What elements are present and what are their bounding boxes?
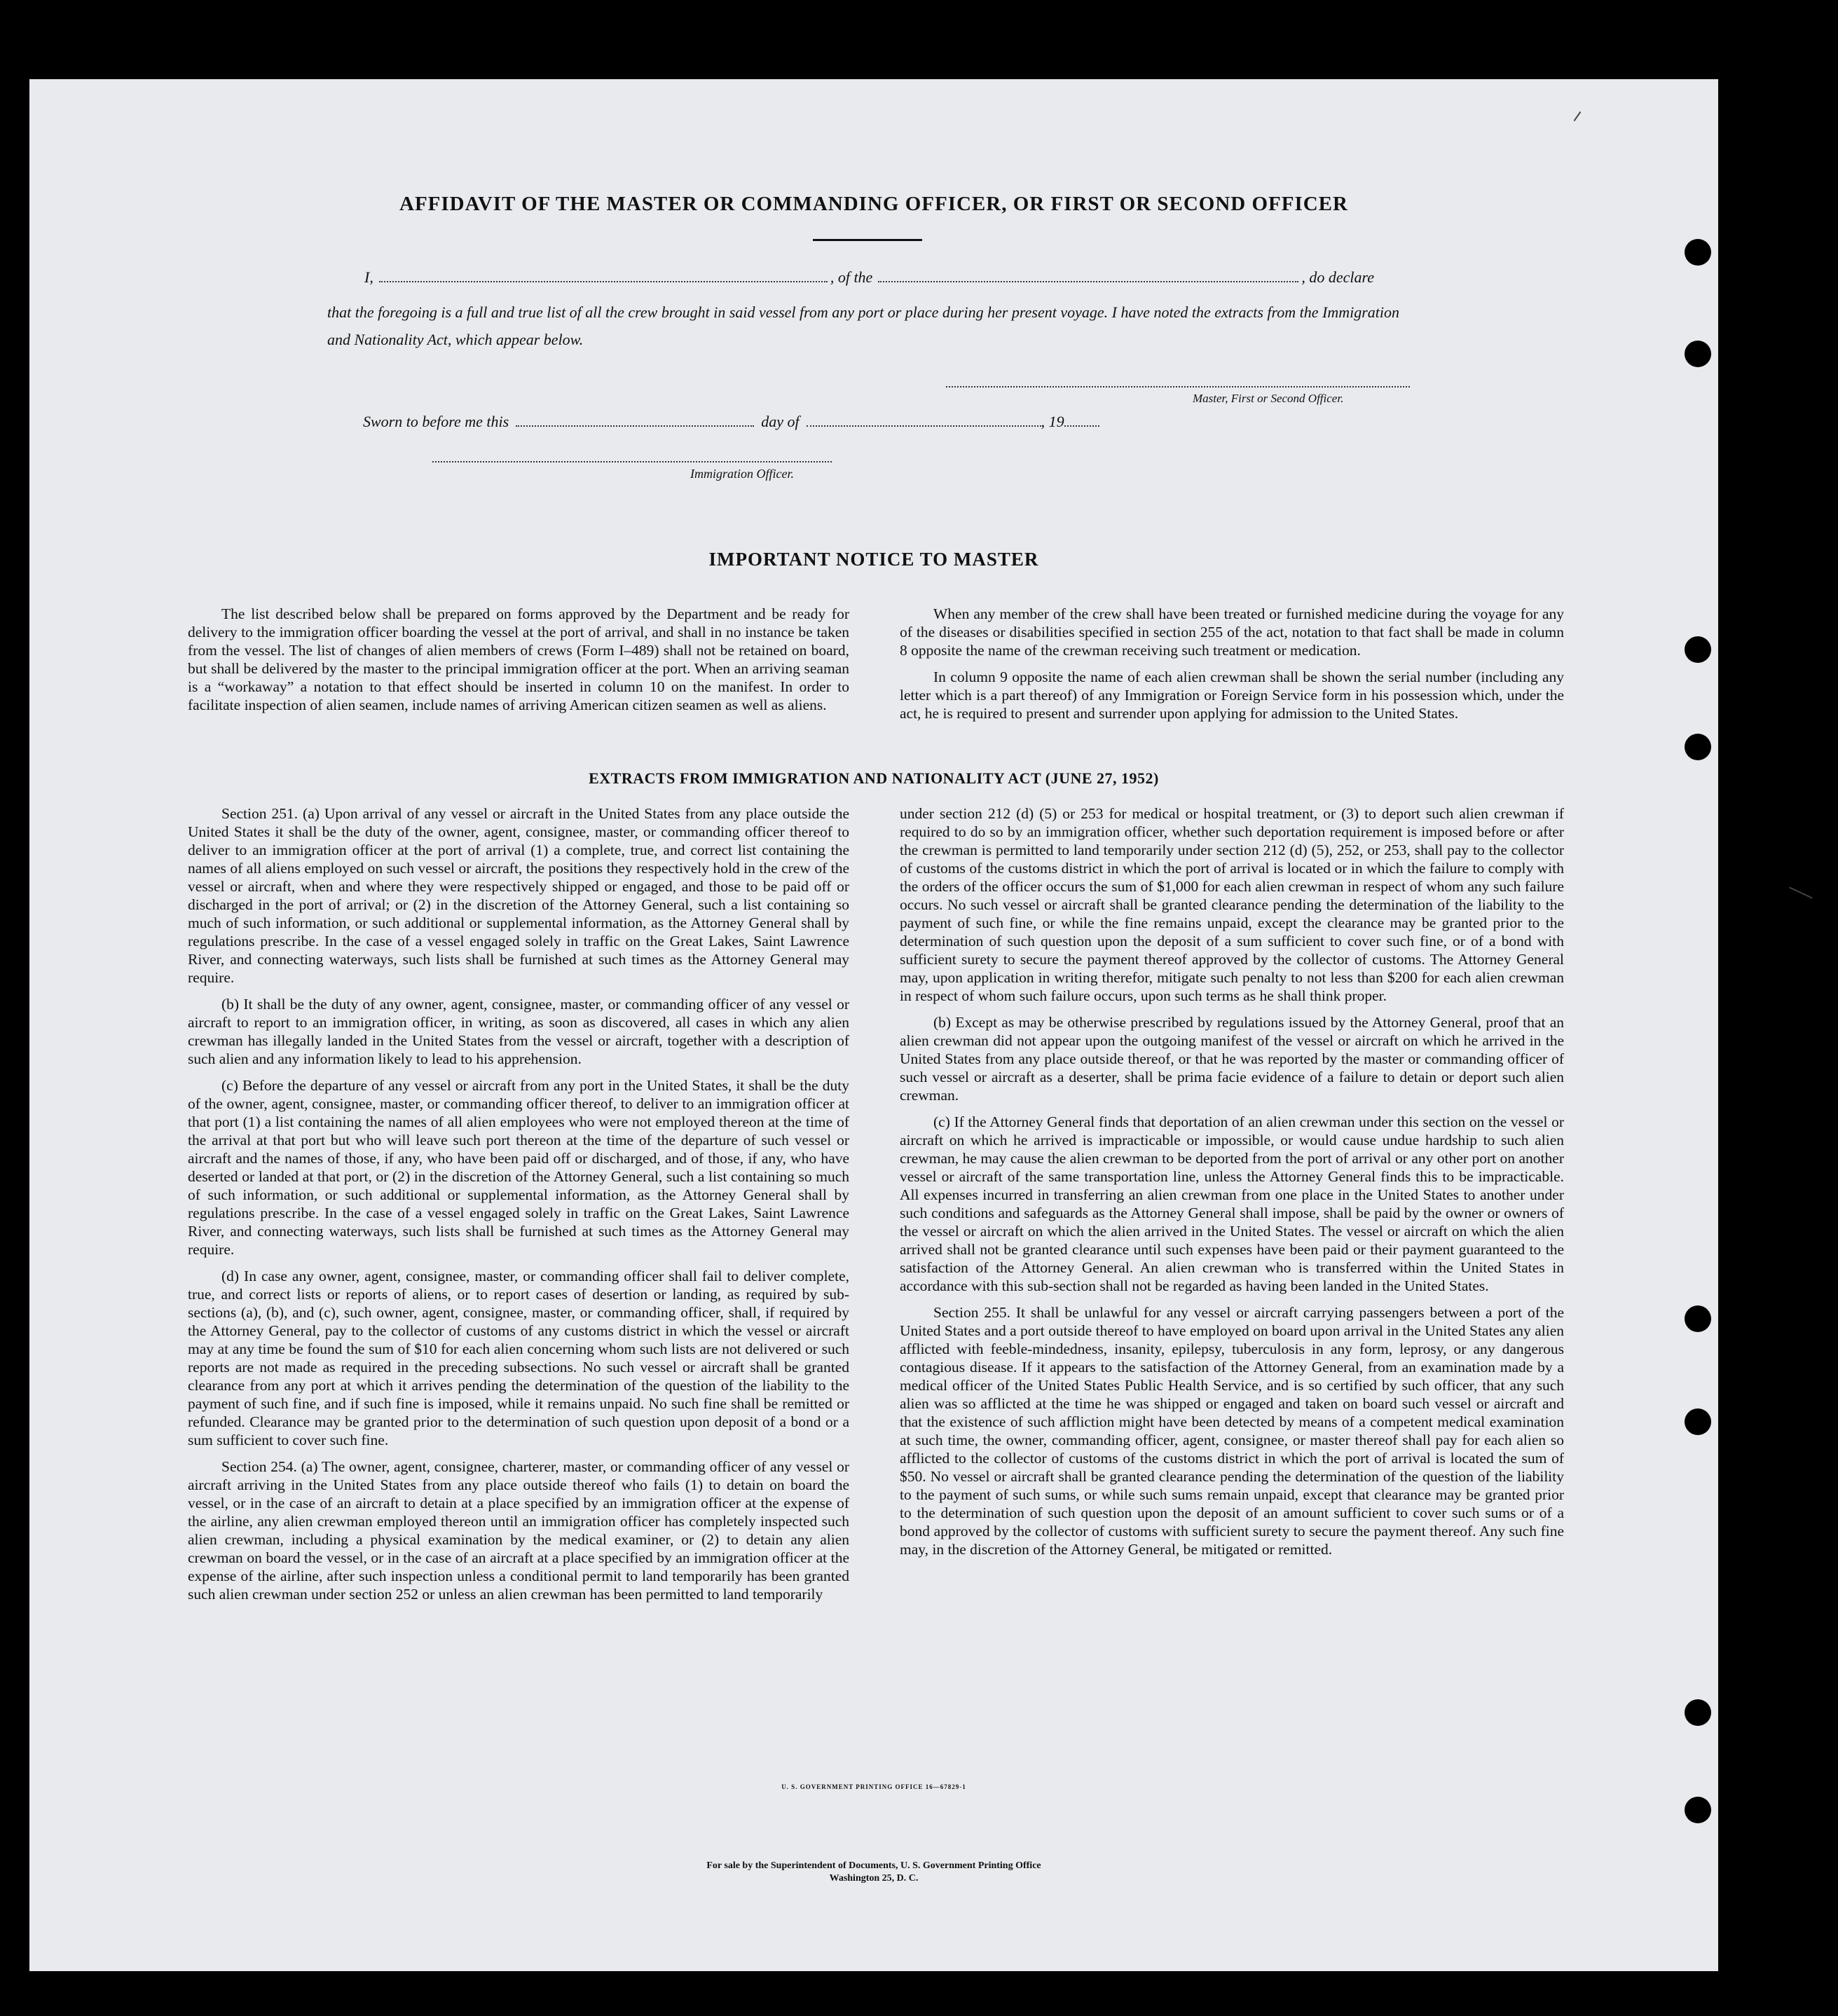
extract-paragraph: Section 254. (a) The owner, agent, consignee, charterer, master, or commanding officer of any vessel or aircraft arriving in the United States from any place outside thereof who fails (1) to detain on board the vessel, or in the case of an aircraft to detain at a place specified by an immigration officer at the expense of the airline, any alien crewman employed thereon until an immigration officer has completely inspected such alien crewman, including a physical examination by the medical examiner, or (2) to detain any alien crewman on board the vessel, or in the case of an aircraft at a place specified by an immigration officer at the expense of the airline, after such inspection unless a conditional permit to land temporarily has been granted such alien crewman under section 252 or unless an alien crewman has been permitted to land temporarily [188, 1458, 849, 1603]
extract-paragraph: (c) If the Attorney General finds that deportation of an alien crewman under this section on the vessel or aircraft on which he arrived is impracticable or impossible, or would cause undue hardship to such alien crewman, he may cause the alien crewman to be deported from the port of arrival or any other port on another vessel or aircraft of the same transportation line, unless the Attorney General finds this to be impracticable. All expenses incurred in transferring an alien crewman from one place in the United States to another under such conditions and safeguards as the Attorney General shall impose, shall be paid by the owner or owners of the vessel or aircraft on which the alien arrived in the United States. The vessel or aircraft on which the alien arrived shall not be granted clearance until such expenses have been paid or their payment guaranteed to the satisfaction of the Attorney General. An alien crewman who is transferred within the United States in accordance with this sub-section shall not be regarded as having been landed in the United States. [900, 1113, 1564, 1294]
extract-paragraph: under section 212 (d) (5) or 253 for medical or hospital treatment, or (3) to deport such alien crewman if required to do so by an immigration officer, whether such deportation requirement is imposed before or after the crewman is permitted to land temporarily under section 212 (d) (5), 252, or 253, shall pay to the collector of customs of the customs district in which the port of arrival is located or in which the failure to comply with the orders of the officer occurs the sum of $1,000 for each alien crewman in respect of whom any such failure occurs. No such vessel or aircraft shall be granted clearance pending the determination of the liability to the payment of such fine, or while the fine remains unpaid, except the clearance may be granted prior to the determination of such question upon the deposit of a sum sufficient to cover such fine, or of a bond with sufficient surety to secure the payment thereof approved by the collector of customs. The Attorney General may, upon application in writing therefor, mitigate such penalty to not less than $200 for each alien crewman in respect of whom such failure occurs, upon such terms as he shall think proper. [900, 805, 1564, 1004]
immigration-officer-field[interactable] [432, 461, 832, 462]
declaration-i: I, [364, 268, 373, 286]
notice-left-column [188, 605, 849, 722]
notice-paragraph: When any member of the crew shall have been treated or furnished medicine during the voyage for any of the diseases or disabilities specified in section 255 of the act, notation to that fact shall be made in column 8 opposite the name of the crewman receiving such treatment or medication. [900, 605, 1564, 659]
declaration-do-declare: , do declare [1301, 268, 1374, 286]
sale-footer [29, 1860, 1718, 1885]
notice-paragraph: The list described below shall be prepared on forms approved by the Department and be ready for delivery to the immigration officer boarding the vessel at the port of arrival, and shall in no instance be taken from the vessel. The list of changes of alien members of crews (Form I–489) shall not be retained on board, but shall be delivered by the master to the principal immigration officer at the port. When an arriving seaman is a “workaway” a notation to that effect should be inserted in column 10 on the manifest. In order to facilitate inspection of alien seamen, include names of arriving American citizen seamen as well as aliens. [188, 605, 849, 713]
extracts-right-column [900, 804, 1564, 1567]
declaration-text: that the foregoing is a full and true list of all the crew brought in said vessel from any port or place during her present voyage. I have noted the extracts from the Immigration and Nationality Act, which appear below. [327, 303, 1400, 348]
signature-caption: Master, First or Second Officer. [1193, 392, 1344, 405]
sworn-line [363, 413, 1204, 431]
binder-hole [1685, 734, 1711, 760]
sworn-day-field[interactable] [516, 413, 754, 427]
scan-mark [1789, 886, 1812, 898]
vessel-field[interactable] [878, 268, 1298, 282]
extract-paragraph: Section 255. It shall be unlawful for any vessel or aircraft carrying passengers between a port of the United States and a port outside thereof to have employed on board upon arrival in the United States any alien afflicted with feeble-mindedness, insanity, epilepsy, tuberculosis in any form, leprosy, or any dangerous contagious disease. If it appears to the satisfaction of the Attorney General, from an examination made by a medical officer of the United States Public Health Service, and is so certified by such officer, that any such alien was so afflicted at the time he was shipped or engaged and taken on board such vessel or aircraft and that the existence of such affliction might have been detected by means of a competent medical examination at such time, the owner, commanding officer, agent, consignee, or master thereof shall pay for each alien so afflicted to the collector of customs of the customs district in which the port of arrival is located the sum of $50. No vessel or aircraft shall be granted clearance pending the determination of the question of the liability to the payment of such sums, or while such sums remain unpaid, except that clearance may be granted prior to the determination of such question upon the deposit of an amount sufficient to cover such sums or of a bond approved by the collector of customs with sufficient surety to secure the payment thereof. Any such fine may, in the discretion of the Attorney General, be mitigated or remitted. [900, 1304, 1564, 1558]
binder-hole [1685, 1408, 1711, 1435]
title-divider [813, 239, 922, 241]
binder-hole [1685, 239, 1711, 266]
binder-hole [1685, 341, 1711, 367]
affidavit-title: AFFIDAVIT OF THE MASTER OR COMMANDING OFFICER, OR FIRST OR SECOND OFFICER [399, 193, 1348, 215]
declaration-line [364, 268, 1415, 287]
notice-title: IMPORTANT NOTICE TO MASTER [708, 549, 1039, 570]
extract-paragraph: (c) Before the departure of any vessel or aircraft from any port in the United States, it shall be the duty of the owner, agent, consignee, master, or commanding officer thereof, to deliver to an immigration officer at that port (1) a list containing the names of all alien employees who were not employed thereon at the time of the arrival at that port but who will leave such port thereon at the time of the departure of such vessel or aircraft and the names of those, if any, who have been paid off or discharged, and of those, if any, who have deserted or landed at that port, or (2) in the discretion of the Attorney General, such a list containing so much of such information, or such additional or supplemental information, as the Attorney General shall by regulations prescribe. In the case of a vessel engaged solely in traffic on the Great Lakes, Saint Lawrence River, and connecting waterways, such lists shall be furnished at such times as the Attorney General may require. [188, 1077, 849, 1258]
scan-mark [1574, 111, 1582, 121]
binder-hole [1685, 636, 1711, 663]
signature-field[interactable] [946, 386, 1410, 388]
binder-hole [1685, 1699, 1711, 1726]
footer-line-2: Washington 25, D. C. [829, 1873, 919, 1884]
notice-paragraph: In column 9 opposite the name of each alien crewman shall be shown the serial number (including any letter which is a part thereof) of any Immigration or Foreign Service form in his possession which, under the act, he is required to present and surrender upon applying for admission to the United States. [900, 668, 1564, 722]
notice-right-column [900, 605, 1564, 731]
immigration-officer-caption: Immigration Officer. [690, 467, 794, 481]
binder-hole [1685, 1305, 1711, 1332]
sworn-year-field[interactable] [1064, 413, 1099, 427]
sworn-label: Sworn to before me this [363, 413, 509, 430]
extract-paragraph: (b) Except as may be otherwise prescribed by regulations issued by the Attorney General, proof that an alien crewman did not appear upon the outgoing manifest of the vessel or aircraft on which he arrived in the United States from any place outside thereof, or that he was reported by the master or commanding officer of such vessel or aircraft as a deserter, shall be prima facie evidence of a failure to detain or deport such alien crewman. [900, 1014, 1564, 1104]
extract-paragraph: Section 251. (a) Upon arrival of any vessel or aircraft in the United States from any place outside the United States it shall be the duty of the owner, agent, consignee, master, or commanding officer thereof to deliver to an immigration officer at the port of arrival (1) a complete, true, and correct list containing the names of all aliens employed on such vessel or aircraft, the positions they respectively hold in the crew of the vessel or aircraft, when and where they were respectively shipped or engaged, and those to be paid off or discharged in the port of arrival; or (2) in the discretion of the Attorney General, such a list containing so much of such information, or such additional or supplemental information, as the Attorney General shall by regulations prescribe. In the case of a vessel engaged solely in traffic on the Great Lakes, Saint Lawrence River, and connecting waterways, such lists shall be furnished at such times as the Attorney General may require. [188, 805, 849, 986]
sworn-month-field[interactable] [807, 413, 1041, 427]
name-field[interactable] [379, 268, 828, 282]
binder-hole [1685, 1797, 1711, 1823]
year-label: , 19 [1041, 413, 1064, 430]
extract-paragraph: (b) It shall be the duty of any owner, agent, consignee, master, or commanding officer of any vessel or aircraft to report to an immigration officer, in writing, as soon as discovered, all cases in which any alien crewman has illegally landed in the United States from the vessel or aircraft, together with a description of such alien and any information likely to lead to his apprehension. [188, 996, 849, 1067]
footer-line-1: For sale by the Superintendent of Documents, U. S. Government Printing Office [706, 1860, 1041, 1871]
printer-imprint: U. S. GOVERNMENT PRINTING OFFICE 16—67829-1 [781, 1783, 966, 1790]
declaration-of-the: , of the [830, 268, 873, 286]
day-of-label: day of [761, 413, 800, 430]
extracts-left-column [188, 804, 849, 1612]
extracts-title: EXTRACTS FROM IMMIGRATION AND NATIONALITY ACT (JUNE 27, 1952) [589, 769, 1159, 787]
extract-paragraph: (d) In case any owner, agent, consignee, master, or commanding officer shall fail to deliver complete, true, and correct lists or reports of aliens, or to report cases of desertion or landing, as required by sub-sections (a), (b), and (c), such owner, agent, consignee, master, or commanding officer, shall, if required by the Attorney General, pay to the collector of customs of any customs district in which the vessel or aircraft may at any time be found the sum of $10 for each alien concerning whom such lists are not delivered or such reports are not made as required in the preceding subsections. No such vessel or aircraft shall be granted clearance from any port at which it arrives pending the determination of the question of the liability to the payment of such fine, and if such fine is imposed, while it remains unpaid. No such fine shall be remitted or refunded. Clearance may be granted prior to the determination of such question upon deposit of a bond or a sum sufficient to cover such fine. [188, 1268, 849, 1448]
form-page [29, 79, 1718, 1971]
